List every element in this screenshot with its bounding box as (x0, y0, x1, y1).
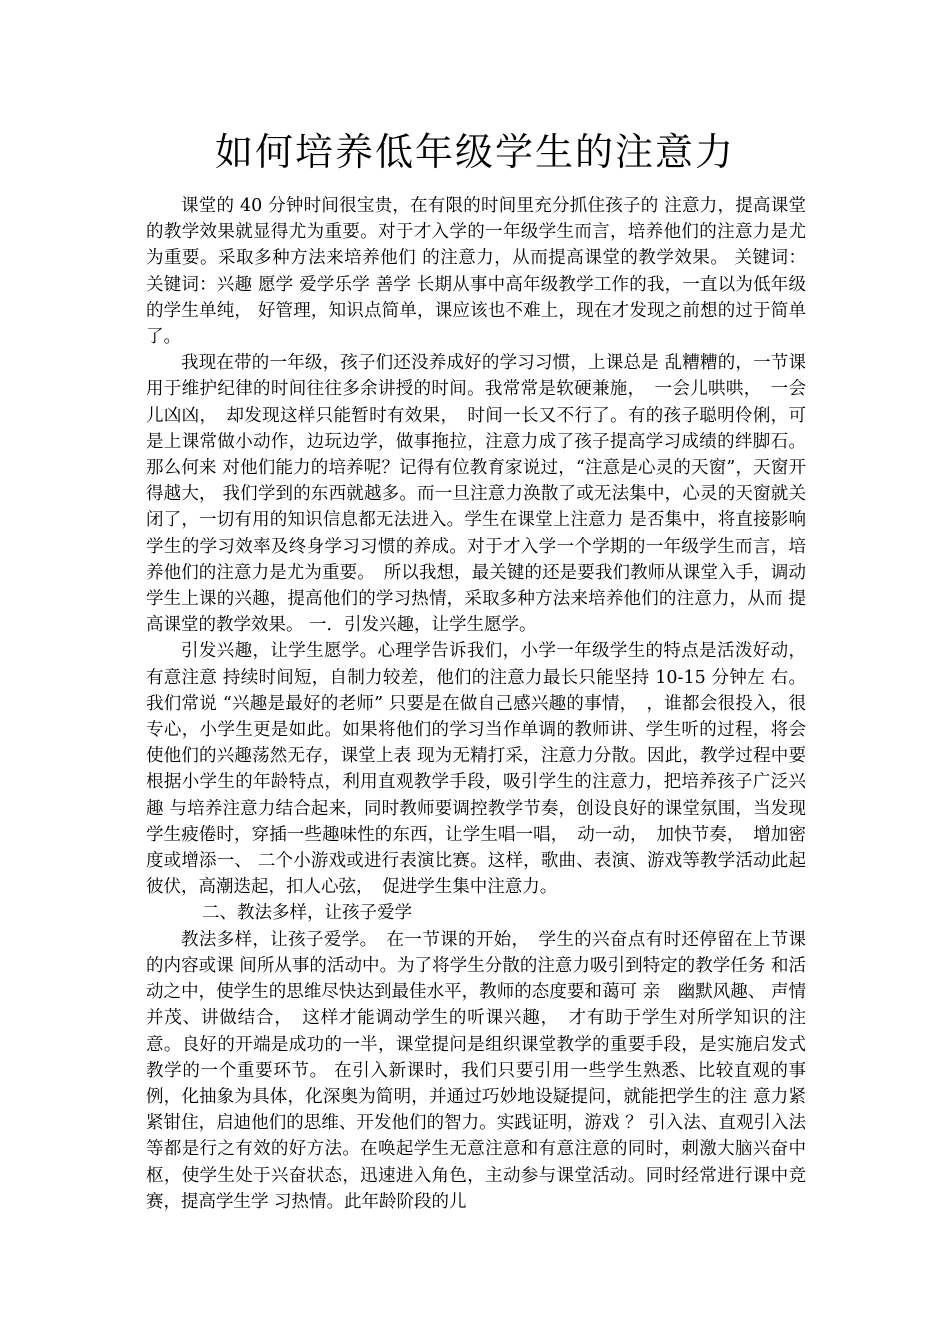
body-paragraph: 我现在带的一年级，孩子们还没养成好的学习习惯，上课总是 乱糟糟的，一节课用于维护纪律的时间往往多余讲授的时间。我常常是软硬兼施， 一会儿哄哄， 一会儿凶凶， 却发现这样只能暂时有效果， 时间一长又不行了。有的孩子聪明伶俐，可是上课常做小动作，边玩边学，做事拖拉，注意力成了孩子提高学习成绩的绊脚石。那么何来 对他们能力的培养呢？记得有位教育家说过，“注意是心灵的天窗”，天窗开得越大， 我们学到的东西就越多。而一旦注意力涣散了或无法集中，心灵的天窗就关闭了，一切有用的知识信息都无法进入。学生在课堂上注意力 是否集中，将直接影响学生的学习效率及终身学习习惯的养成。对于才入学一个学期的一年级学生而言，培养他们的注意力是尤为重要。 所以我想，最关键的还是要我们教师从课堂入手，调动学生上课的兴趣，提高他们的学习热情，采取多种方法来培养他们的注意力，从而 提高课堂的教学效果。 一．引发兴趣，让学生愿学。 (146, 353, 806, 636)
section-heading: 二、教法多样，让孩子爱学 (202, 903, 412, 924)
body-paragraph: 引发兴趣，让学生愿学。心理学告诉我们，小学一年级学生的特点是活泼好动，有意注意 持续时间短，自制力较差，他们的注意力最长只能坚持 10-15 分钟左 右。我们常说 “兴趣是最好的老师” 只要是在做自己感兴趣的事情， ，谁都会很投入，很专心，小学生更是如此。如果将他们的学习当作单调的教师讲、学生听的过程，将会使他们的兴趣荡然无存，课堂上表 现为无精打采，注意力分散。因此，教学过程中要根据小学生的年龄特点，利用直观教学手段，吸引学生的注意力，把培养孩子广泛兴趣 与培养注意力结合起来，同时教师要调控教学节奏，创设良好的课堂氛围，当发现学生疲倦时，穿插一些趣味性的东西，让学生唱一唱， 动一动， 加快节奏， 增加密度或增添一、 二个小游戏或进行表演比赛。这样，歌曲、表演、游戏等教学活动此起彼伏，高潮迭起，扣人心弦， 促进学生集中注意力。 (146, 641, 806, 898)
document-body (146, 193, 806, 1215)
body-paragraph: 课堂的 40 分钟时间很宝贵，在有限的时间里充分抓住孩子的 注意力，提高课堂的教学效果就显得尤为重要。对于才入学的一年级学生而言，培养他们的注意力是尤为重要。采取多种方法来培养他们 的注意力，从而提高课堂的教学效果。 关键词： 关键词：兴趣 愿学 爱学乐学 善学 长期从事中高年级教学工作的我，一直以为低年级的学生单纯， 好管理，知识点简单，课应该也不难上，现在才发现之前想的过于简单了。 (146, 196, 806, 348)
body-paragraph: 教法多样，让孩子爱学。 在一节课的开始， 学生的兴奋点有时还停留在上节课的内容或课 间所从事的活动中。为了将学生分散的注意力吸引到特定的教学任务 和活动之中，使学生的思维尽快达到最佳水平，教师的态度要和蔼可 亲 幽默风趣、 声情并茂、讲做结合， 这样才能调动学生的听课兴趣， 才有助于学生对所学知识的注意。良好的开端是成功的一半，课堂提问是组织课堂教学的重要手段，是实施启发式教学的一个重要环节。 在引入新课时，我们只要引用一些学生熟悉、比较直观的事例，化抽象为具体，化深奥为简明，并通过巧妙地设疑提问，就能把学生的注 意力紧紧钳住，启迪他们的思维、开发他们的智力。实践证明，游戏 ？ 引入法、直观引入法等都是行之有效的好方法。在唤起学生无意注意和有意注意的同时，刺激大脑兴奋中枢，使学生处于兴奋状态，迅速进入角色，主动参与课堂活动。同时经常进行课中竞赛，提高学生学 习热情。此年龄阶段的儿 (146, 929, 806, 1212)
document-title: 如何培养低年级学生的注意力 (214, 130, 735, 174)
